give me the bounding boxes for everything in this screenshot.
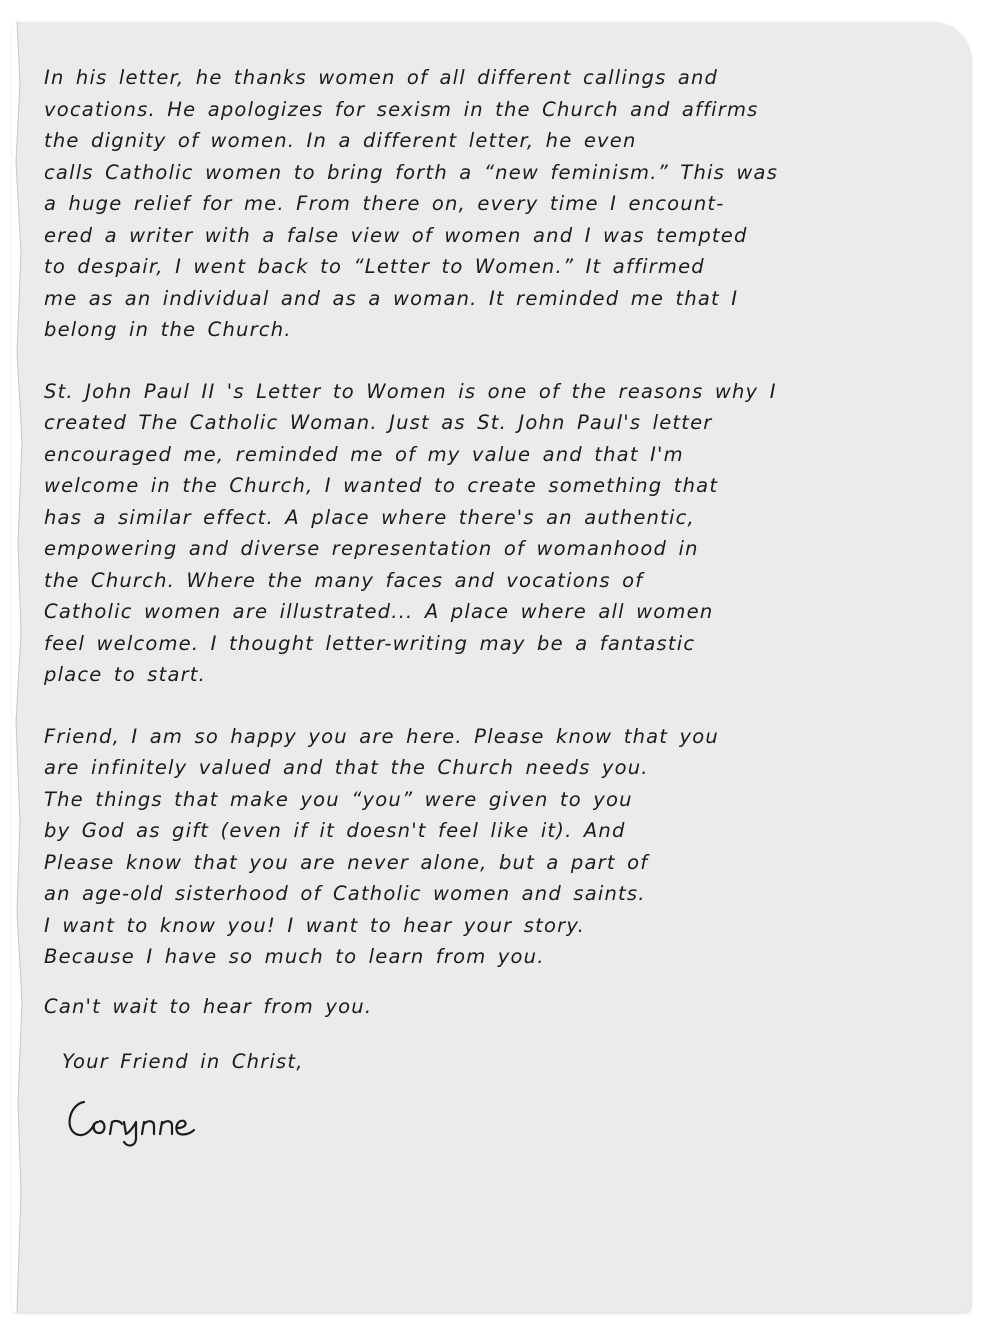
closing-line: Can't wait to hear from you. xyxy=(44,994,373,1018)
text-line: encouraged me, reminded me of my value and that I'm xyxy=(44,442,684,466)
text-line: St. John Paul II 's Letter to Women is one of the reasons why I xyxy=(44,379,777,403)
text-line: Catholic women are illustrated... A place where all women xyxy=(44,600,714,623)
paragraph-gap xyxy=(44,691,954,721)
text-line: the Church. Where the many faces and vocations of xyxy=(44,568,644,592)
text-line: feel welcome. I thought letter-writing may be a fantastic xyxy=(44,631,696,655)
handwritten-signature xyxy=(62,1088,252,1148)
paragraph-gap xyxy=(44,973,954,991)
paragraph-3 xyxy=(44,721,954,973)
letter-page xyxy=(12,22,970,1312)
text-line: belong in the Church. xyxy=(44,318,292,341)
text-line: calls Catholic women to bring forth a “new feminism.” This was xyxy=(44,160,779,184)
paragraph-1 xyxy=(44,62,954,346)
text-line: place to start. xyxy=(44,663,207,686)
letter-body xyxy=(44,62,954,1148)
text-line: a huge relief for me. From there on, every time I encount- xyxy=(44,192,725,215)
paragraph-2 xyxy=(44,376,954,691)
text-line: by God as gift (even if it doesn't feel like it). And xyxy=(44,819,626,842)
text-line: empowering and diverse representation of womanhood in xyxy=(44,537,699,560)
text-line: to despair, I went back to “Letter to Women.” It affirmed xyxy=(44,255,705,278)
text-line: vocations. He apologizes for sexism in the Church and affirms xyxy=(44,97,759,121)
text-line: The things that make you “you” were given to you xyxy=(44,787,633,811)
text-line: has a similar effect. A place where there's an authentic, xyxy=(44,505,695,529)
text-line: ered a writer with a false view of women and I was tempted xyxy=(44,223,748,247)
text-line: the dignity of women. In a different letter, he even xyxy=(44,129,637,152)
text-line: Friend, I am so happy you are here. Please know that you xyxy=(44,724,719,748)
torn-paper-edge xyxy=(12,22,26,1312)
text-line: Please know that you are never alone, but a part of xyxy=(44,850,649,874)
text-line: I want to know you! I want to hear your story. xyxy=(44,913,585,937)
valediction: Your Friend in Christ, xyxy=(62,1050,304,1073)
text-line: me as an individual and as a woman. It reminded me that I xyxy=(44,286,739,310)
text-line: welcome in the Church, I wanted to create something that xyxy=(44,474,719,497)
text-line: an age-old sisterhood of Catholic women and saints. xyxy=(44,882,646,905)
paragraph-gap xyxy=(44,346,954,376)
paragraph-gap xyxy=(44,1022,954,1046)
text-line: created The Catholic Woman. Just as St. John Paul's letter xyxy=(44,411,713,434)
text-line: are infinitely valued and that the Church needs you. xyxy=(44,756,649,779)
text-line: In his letter, he thanks women of all different callings and xyxy=(44,66,719,89)
text-line: Because I have so much to learn from you. xyxy=(44,945,545,968)
